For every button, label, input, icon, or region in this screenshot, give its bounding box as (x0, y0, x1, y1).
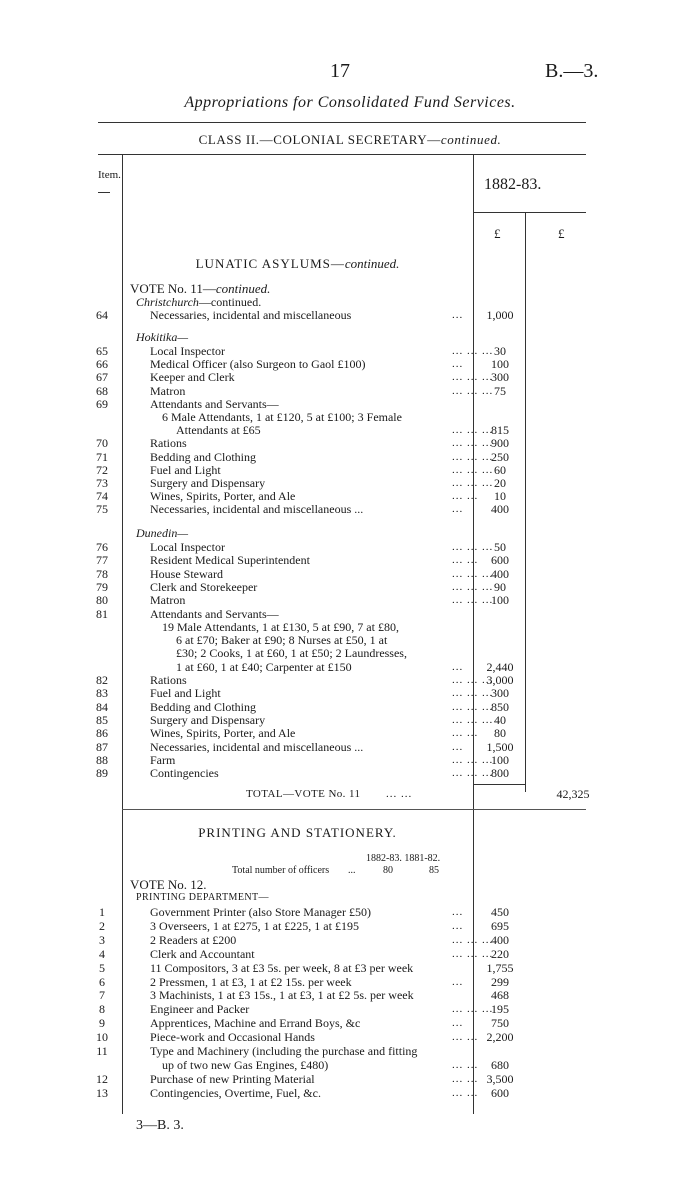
item-description: Matron (150, 383, 186, 398)
item-description: Local Inspector (150, 344, 225, 358)
item-number: 86 (96, 726, 108, 741)
item-number: 80 (96, 593, 108, 608)
leader-dots: ... ... (452, 1058, 479, 1071)
item-number: 83 (96, 686, 108, 701)
officers-count-row (0, 864, 700, 878)
item-number: 78 (96, 566, 108, 581)
item-amount: 1,000 (486, 308, 514, 322)
item-description: 19 Male Attendants, 1 at £130, 5 at £90, 7 at £80, (162, 619, 399, 634)
item-amount: 100 (491, 752, 509, 767)
item-number: 68 (96, 383, 108, 398)
item-header-underline (98, 192, 110, 193)
item-number: 81 (96, 606, 108, 621)
item-description: House Steward (150, 566, 223, 581)
year-column-header: 1882-83. (484, 176, 542, 193)
item-number: 89 (96, 766, 108, 781)
item-description: Purchase of new Printing Material (150, 1071, 315, 1086)
item-amount: 400 (491, 502, 509, 517)
leader-dots: ... ... ... (452, 674, 494, 686)
item-amount: 20 (494, 476, 506, 490)
item-amount: 600 (491, 1085, 509, 1100)
item-number: 3 (99, 932, 105, 947)
item-description: Attendants and Servants— (150, 606, 279, 621)
table-row (0, 753, 700, 767)
table-row (0, 1058, 700, 1072)
item-description: Bedding and Clothing (150, 449, 256, 464)
leader-dots: ... ... ... (452, 384, 494, 397)
leader-dots: ... (452, 1017, 464, 1030)
leader-dots: ... (452, 740, 464, 753)
leader-dots: ... ... ... (452, 463, 494, 476)
leader-dots: ... ... ... (452, 450, 494, 463)
vote-11-label (0, 282, 700, 296)
item-description: Necessaries, incidental and miscellaneous ... (150, 502, 364, 517)
table-row (0, 344, 700, 358)
item-amount: 680 (491, 1057, 509, 1072)
leader-dots: ... (452, 919, 464, 932)
item-description: Rations (150, 673, 187, 687)
item-number: 65 (96, 344, 108, 358)
item-number: 73 (96, 476, 108, 490)
leader-dots: ... (452, 906, 464, 918)
item-description: Bedding and Clothing (150, 699, 256, 714)
item-description: Fuel and Light (150, 686, 221, 701)
item-amount: 60 (494, 462, 506, 477)
item-amount: 1,500 (486, 739, 514, 754)
item-description: Keeper and Clerk (150, 370, 235, 385)
item-description: 11 Compositors, 3 at £3 5s. per week, 8 at £3 per week (150, 960, 414, 975)
table-row (0, 1016, 700, 1030)
table-row (0, 476, 700, 490)
item-description: Necessaries, incidental and miscellaneous ... (150, 739, 364, 754)
christchurch-place: Christchurch—continued. (136, 295, 262, 309)
vote-11-text: VOTE No. 11—continued. (130, 281, 271, 296)
item-amount: 220 (491, 946, 509, 961)
table-row (0, 580, 700, 594)
leader-dots: ... ... (452, 1086, 479, 1099)
leader-dots: ... ... ... (452, 567, 494, 580)
table-row (0, 740, 700, 754)
leader-dots: ... ... (452, 490, 479, 503)
leader-dots: ... (452, 503, 464, 516)
item-amount: 300 (491, 686, 509, 701)
item-amount: 2,200 (486, 1030, 514, 1045)
leader-dots: ... ... (452, 554, 479, 567)
leader-dots: ... ... ... (452, 477, 494, 489)
item-description: Type and Machinery (including the purchase and fitting (150, 1044, 418, 1058)
table-row (0, 397, 700, 411)
leader-dots: ... ... ... (452, 371, 494, 384)
item-description: 3 Machinists, 1 at £3 15s., 1 at £3, 1 at £2 5s. per week (150, 988, 414, 1003)
item-number: 11 (96, 1044, 108, 1058)
item-number: 12 (96, 1071, 108, 1086)
page-signature: 3—B. 3. (136, 1118, 184, 1133)
item-amount: 450 (491, 905, 509, 919)
item-number: 8 (99, 1002, 105, 1017)
leader-dots: ... ... (452, 1031, 479, 1044)
hokitika-label (0, 330, 700, 344)
item-description: Surgery and Dispensary (150, 476, 266, 490)
vote-11-total-dots: ... ... (386, 788, 413, 800)
vote-11-total-row (0, 787, 700, 801)
item-number: 72 (96, 462, 108, 477)
item-number: 77 (96, 553, 108, 568)
item-number: 75 (96, 502, 108, 517)
table-row (0, 686, 700, 700)
item-description: Contingencies (150, 766, 219, 781)
table-row (0, 607, 700, 621)
item-number: 64 (96, 308, 108, 322)
item-number: 6 (99, 974, 105, 989)
printing-stationery-heading: PRINTING AND STATIONERY. (198, 825, 397, 840)
item-amount: 695 (491, 918, 509, 933)
item-description: Clerk and Storekeeper (150, 579, 258, 594)
table-row (0, 713, 700, 727)
item-number: 4 (99, 946, 105, 961)
title-rule (98, 122, 586, 123)
class-continued: continued. (440, 132, 502, 147)
item-number: 71 (96, 449, 108, 464)
item-column-header: Item. (98, 169, 121, 181)
item-amount: 400 (491, 932, 509, 947)
leader-dots: ... ... ... (452, 1003, 494, 1016)
item-description: Rations (150, 436, 187, 451)
item-description: Engineer and Packer (150, 1002, 250, 1017)
officers-label: Total number of officers (232, 865, 330, 876)
leader-dots: ... ... ... (452, 767, 494, 780)
item-amount: 80 (494, 726, 506, 741)
pound-symbol-1: £ (494, 226, 501, 241)
item-number: 84 (96, 699, 108, 714)
item-description: Piece-work and Occasional Hands (150, 1030, 315, 1045)
item-amount: 100 (491, 357, 509, 372)
leader-dots: ... ... ... (452, 713, 494, 726)
dunedin-place: Dunedin— (136, 526, 188, 540)
table-row (0, 1086, 700, 1100)
table-top-rule (98, 154, 586, 155)
item-amount: 100 (491, 593, 509, 608)
item-amount: 50 (494, 540, 506, 554)
table-row (0, 947, 700, 961)
item-description: Resident Medical Superintendent (150, 553, 310, 568)
item-amount: 90 (494, 579, 506, 594)
item-description: Wines, Spirits, Porter, and Ale (150, 489, 296, 504)
table-row (0, 988, 700, 1002)
leader-dots: ... ... ... (452, 700, 494, 713)
printing-dept-label (0, 891, 700, 905)
table-row (0, 633, 700, 647)
section-divider-rule (122, 809, 586, 810)
document-reference: B.—3. (545, 60, 599, 82)
item-description: Surgery and Dispensary (150, 712, 266, 727)
item-amount: 40 (494, 712, 506, 727)
item-amount: 2,440 (486, 659, 514, 674)
leader-dots: ... ... ... (452, 345, 494, 357)
lunatic-heading-cont: continued. (344, 256, 400, 271)
pound-symbol-2: £ (558, 226, 565, 241)
vote-12-label (0, 878, 700, 892)
table-row (0, 905, 700, 919)
leader-dots: ... ... ... (452, 541, 494, 553)
item-description: up of two new Gas Engines, £480) (162, 1057, 329, 1072)
item-amount: 3,000 (486, 673, 514, 687)
table-row (0, 726, 700, 740)
table-row (0, 1072, 700, 1086)
item-description: Attendants at £65 (176, 423, 261, 438)
leader-dots: ... ... ... (452, 424, 494, 437)
table-row (0, 646, 700, 660)
item-amount: 1,755 (486, 960, 514, 975)
item-description: Farm (150, 752, 176, 767)
table-row (0, 540, 700, 554)
item-description: Government Printer (also Store Manager £50) (150, 905, 371, 919)
item-description: Local Inspector (150, 540, 225, 554)
leader-dots: ... ... ... (452, 687, 494, 700)
item-number: 69 (96, 396, 108, 411)
item-number: 66 (96, 357, 108, 372)
item-description: Apprentices, Machine and Errand Boys, &c (150, 1016, 361, 1031)
item-number: 67 (96, 370, 108, 385)
officers-1881-82: 85 (429, 865, 439, 876)
table-row (0, 961, 700, 975)
item-description: Wines, Spirits, Porter, and Ale (150, 726, 296, 741)
table-row (0, 766, 700, 780)
table-row (0, 975, 700, 989)
leader-dots: ... (452, 309, 464, 321)
table-row (0, 370, 700, 384)
table-row (0, 620, 700, 634)
leader-dots: ... (452, 975, 464, 988)
item-number: 10 (96, 1030, 108, 1045)
item-amount: 815 (491, 423, 509, 438)
item-amount: 299 (491, 974, 509, 989)
item-amount: 30 (494, 344, 506, 358)
leader-dots: ... ... (452, 1072, 479, 1085)
year-header-rule (473, 212, 586, 213)
leader-dots: ... ... ... (452, 947, 494, 960)
item-number: 88 (96, 752, 108, 767)
vote-11-total-amount: 42,325 (556, 787, 590, 801)
item-description: Fuel and Light (150, 462, 221, 477)
item-description: 6 Male Attendants, 1 at £120, 5 at £100; 3 Female (162, 410, 402, 424)
vote-12-text: VOTE No. 12. (130, 877, 207, 892)
table-row (0, 919, 700, 933)
item-number: 2 (99, 918, 105, 933)
table-row (0, 1044, 700, 1058)
item-amount: 75 (494, 383, 506, 398)
item-description: 2 Pressmen, 1 at £3, 1 at £2 15s. per week (150, 974, 352, 989)
table-row (0, 450, 700, 464)
item-amount: 400 (491, 566, 509, 581)
leader-dots: ... ... ... (452, 594, 494, 607)
class-main: CLASS II.—COLONIAL SECRETARY— (198, 132, 441, 147)
leader-dots: ... (452, 660, 464, 673)
vote-11-total-label: TOTAL—VOTE No. 11 (246, 788, 361, 800)
table-row (0, 502, 700, 516)
item-description: Clerk and Accountant (150, 946, 255, 961)
officers-years: 1882-83. 1881-82. (366, 853, 441, 864)
item-description: Necessaries, incidental and miscellaneous (150, 308, 352, 322)
table-row (0, 308, 700, 322)
table-row (0, 436, 700, 450)
leader-dots: ... ... (452, 727, 479, 740)
table-row (0, 489, 700, 503)
table-row (0, 1002, 700, 1016)
item-number: 76 (96, 540, 108, 554)
item-number: 82 (96, 673, 108, 687)
table-row (0, 567, 700, 581)
page-title: Appropriations for Consolidated Fund Services. (184, 94, 516, 111)
item-amount: 195 (491, 1002, 509, 1017)
item-description: £30; 2 Cooks, 1 at £60, 1 at £50; 2 Laundresses, (176, 646, 407, 661)
item-description: Matron (150, 593, 186, 608)
table-row (0, 1030, 700, 1044)
item-description: Medical Officer (also Surgeon to Gaol £100) (150, 357, 366, 372)
table-row (0, 423, 700, 437)
item-number: 79 (96, 579, 108, 594)
table-row (0, 553, 700, 567)
hokitika-place: Hokitika— (136, 330, 188, 344)
item-amount: 10 (494, 489, 506, 504)
item-number: 9 (99, 1016, 105, 1031)
item-description: 1 at £60, 1 at £40; Carpenter at £150 (176, 659, 352, 674)
table-row (0, 410, 700, 424)
item-amount: 600 (491, 553, 509, 568)
item-description: 6 at £70; Baker at £90; 8 Nurses at £50, 1 at (176, 633, 388, 648)
christchurch-label (0, 295, 700, 309)
page-number: 17 (330, 60, 350, 82)
item-amount: 850 (491, 699, 509, 714)
table-row (0, 673, 700, 687)
item-number: 74 (96, 489, 108, 504)
item-amount: 750 (491, 1016, 509, 1031)
officers-1882-83: 80 (383, 865, 393, 876)
item-amount: 800 (491, 766, 509, 781)
officers-dots: ... (348, 865, 356, 876)
leader-dots: ... ... ... (452, 933, 494, 946)
item-amount: 300 (491, 370, 509, 385)
leader-dots: ... ... ... (452, 580, 494, 593)
item-number: 7 (99, 988, 105, 1003)
item-number: 70 (96, 436, 108, 451)
table-row (0, 593, 700, 607)
item-description: Contingencies, Overtime, Fuel, &c. (150, 1085, 321, 1100)
dunedin-label (0, 526, 700, 540)
item-number: 5 (99, 960, 105, 975)
leader-dots: ... (452, 358, 464, 371)
lunatic-heading-main: LUNATIC ASYLUMS— (195, 256, 345, 271)
leader-dots: ... ... ... (452, 437, 494, 450)
lunatic-asylums-heading (130, 256, 465, 272)
item-description: Attendants and Servants— (150, 396, 279, 411)
table-row (0, 933, 700, 947)
item-number: 13 (96, 1085, 108, 1100)
item-amount: 250 (491, 449, 509, 464)
table-row (0, 463, 700, 477)
item-number: 85 (96, 712, 108, 727)
item-amount: 3,500 (486, 1071, 514, 1086)
item-amount: 468 (491, 988, 509, 1003)
vote-11-total-rule (473, 784, 525, 785)
table-row (0, 357, 700, 371)
leader-dots: ... ... ... (452, 753, 494, 766)
table-row (0, 700, 700, 714)
table-row (0, 660, 700, 674)
item-description: 2 Readers at £200 (150, 932, 237, 947)
item-amount: 900 (491, 436, 509, 451)
item-description: 3 Overseers, 1 at £275, 1 at £225, 1 at £195 (150, 918, 359, 933)
item-number: 1 (99, 905, 105, 919)
item-number: 87 (96, 739, 108, 754)
printing-dept-text: PRINTING DEPARTMENT— (136, 892, 269, 903)
class-subtitle (0, 132, 700, 148)
table-row (0, 384, 700, 398)
